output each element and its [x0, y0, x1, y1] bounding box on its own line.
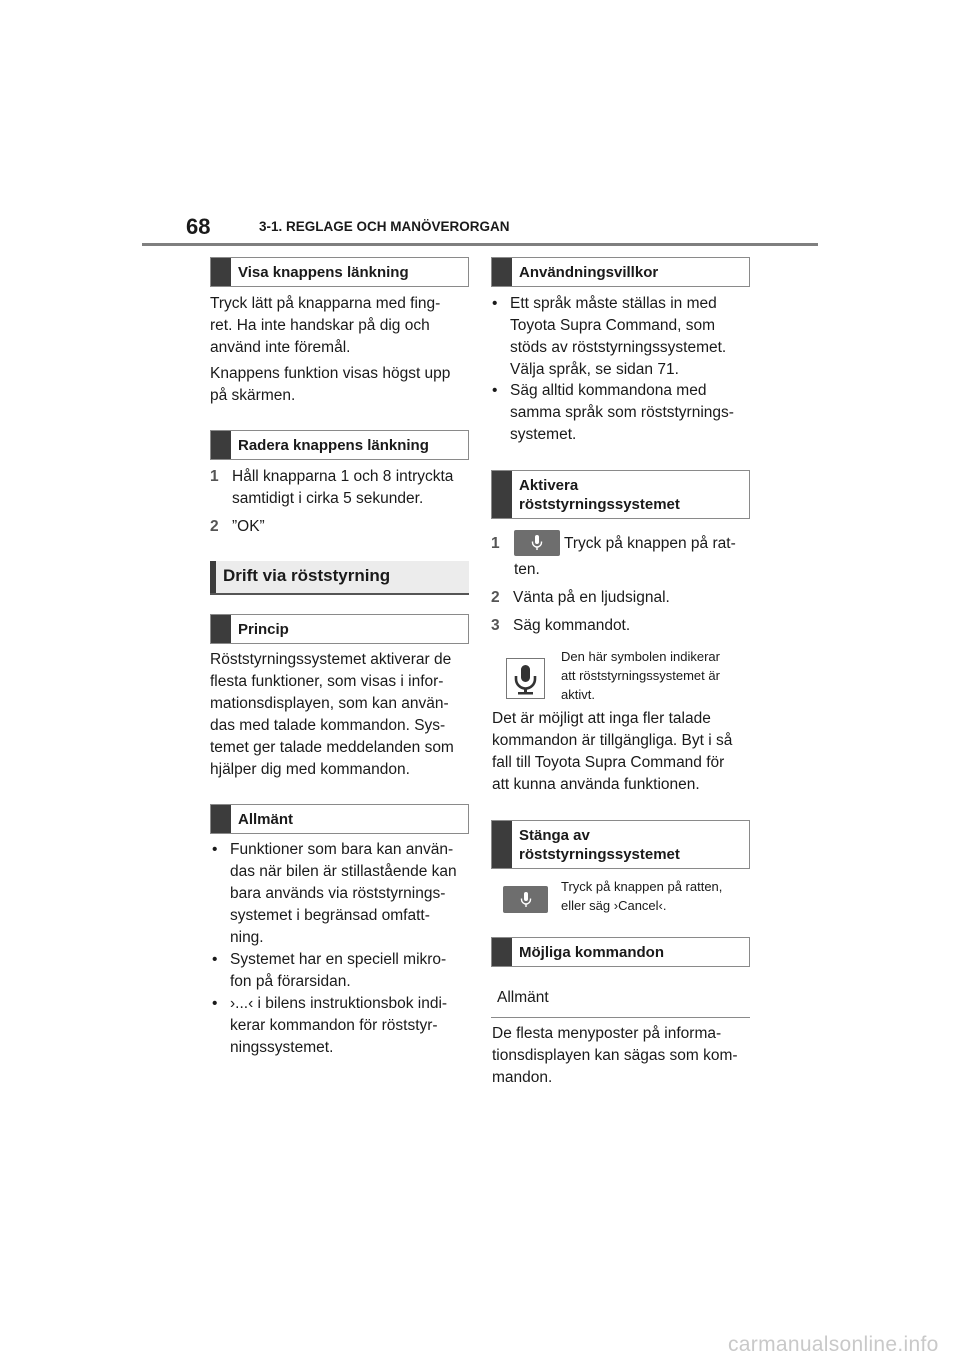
header-rule	[142, 243, 818, 246]
microphone-active-icon	[507, 659, 544, 698]
step-item: 2 ”OK”	[210, 518, 265, 535]
heading-drift-via-roststyrning: Drift via röststyrning	[210, 561, 469, 595]
heading-stanga-av: Stänga av röststyrningssystemet	[491, 820, 750, 869]
step-1-text: Tryck på knappen på rat-	[564, 535, 736, 552]
paragraph-princip: Röststyrningssystemet aktiverar de flesta funktioner, som visas i infor- mationsdisplayen, som kan använ- das med talade kommandon. Sys- temet ger talade meddelanden som hjälper dig med kommandon.	[210, 651, 454, 778]
step-item: 3 Säg kommandot.	[491, 617, 631, 634]
heading-allmant: Allmänt	[210, 804, 469, 834]
stanga-note: Tryck på knappen på ratten, eller säg ›Cancel‹.	[561, 879, 723, 913]
step-1-continuation: ten.	[514, 561, 540, 578]
microphone-icon	[520, 892, 532, 908]
microphone-button-image	[503, 886, 548, 913]
list-item: • Ett språk måste ställas in med Toyota Supra Command, som stöds av röststyrningssystemet. Välja språk, se sidan 71.	[492, 295, 727, 378]
heading-visa-knappens-lankning: Visa knappens länkning	[210, 257, 469, 287]
heading-aktivera: Aktivera röststyrningssystemet	[491, 470, 750, 519]
page-number: 68	[186, 214, 211, 239]
symbol-note: Den här symbolen indikerar att röststyrningssystemet är aktivt.	[561, 649, 720, 702]
paragraph-flesta: De flesta menyposter på informa- tionsdisplayen kan sägas som kom- mandon.	[492, 1025, 738, 1086]
list-item: • Systemet har en speciell mikro- fon på förarsidan.	[212, 951, 447, 990]
paragraph-visa: Tryck lätt på knapparna med fing- ret. Ha inte handskar på dig och använd inte föremål.	[210, 295, 441, 356]
step-item: 1	[491, 535, 500, 552]
step-item: 2 Vänta på en ljudsignal.	[491, 589, 670, 606]
step-item: 1 Håll knapparna 1 och 8 intryckta samtidigt i cirka 5 sekunder.	[210, 468, 454, 507]
heading-mojliga-kommandon: Möjliga kommandon	[491, 937, 750, 967]
subheading-allmant: Allmänt	[491, 985, 750, 1018]
heading-princip: Princip	[210, 614, 469, 644]
heading-anvandningsvillkor: Användningsvillkor	[491, 257, 750, 287]
paragraph-funktion: Knappens funktion visas högst upp på skärmen.	[210, 365, 451, 404]
list-item: • Säg alltid kommandona med samma språk som röststyrnings- systemet.	[492, 382, 734, 443]
section-title: 3-1. REGLAGE OCH MANÖVERORGAN	[259, 219, 510, 234]
heading-radera-knappens-lankning: Radera knappens länkning	[210, 430, 469, 460]
microphone-icon	[531, 535, 543, 551]
list-item: • ›...‹ i bilens instruktionsbok indi- kerar kommandon för röststyr- ningssystemet.	[212, 995, 448, 1056]
watermark: carmanualsonline.info	[728, 1333, 939, 1356]
voice-active-symbol	[506, 658, 545, 699]
microphone-button-image	[514, 530, 560, 556]
paragraph-mojligt: Det är möjligt att inga fler talade kommandon är tillgängliga. Byt i så fall till Toyota Supra Command för att kunna använda funktionen.	[492, 710, 733, 793]
list-item: • Funktioner som bara kan använ- das när bilen är stillastående kan bara används via röststyrnings- systemet i begränsad omfatt- ning.	[212, 841, 457, 946]
